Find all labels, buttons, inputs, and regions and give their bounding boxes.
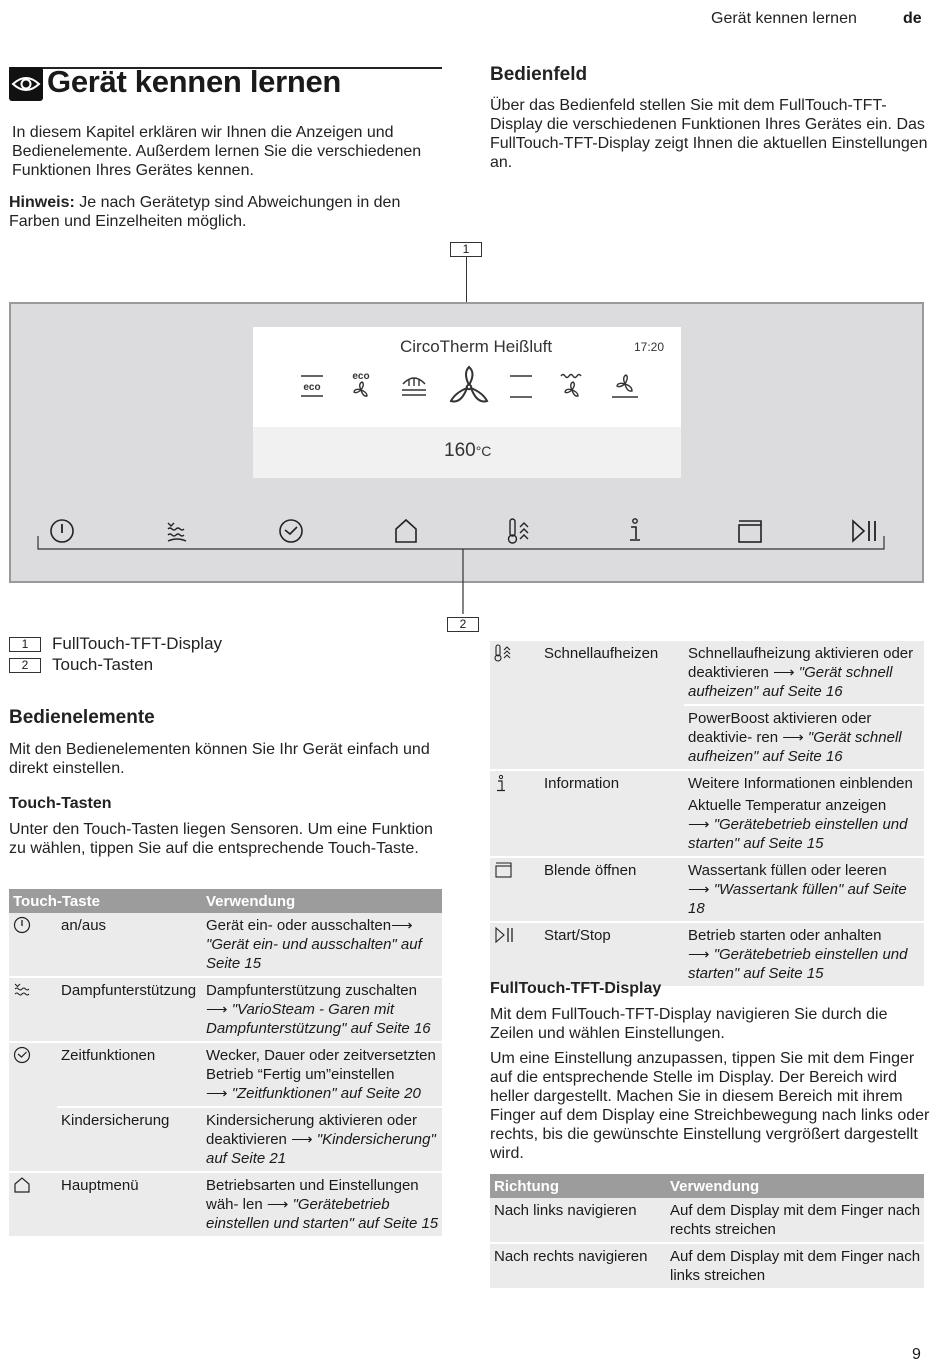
touchtasten-heading: Touch-Tasten: [9, 795, 112, 812]
temp-value: 160: [444, 440, 476, 461]
key-usage: [202, 1107, 442, 1172]
fan-bottom-heat-icon: [609, 370, 641, 402]
key-name: Dampfunterstützung: [57, 977, 202, 1042]
key-usage: [202, 1172, 442, 1236]
circotherm-fan-icon: [445, 363, 493, 409]
usage-text: Wassertank füllen oder leeren: [688, 862, 887, 879]
key-usage: [684, 857, 924, 922]
home-icon: [13, 1176, 31, 1194]
usage-text: PowerBoost aktivieren oder deaktivie- ren: [688, 710, 872, 746]
page-title: Gerät kennen lernen: [47, 64, 342, 99]
page-reference: "Wassertank füllen" auf Seite 18: [688, 881, 907, 917]
key-usage: [202, 1042, 442, 1107]
touch-keys-table-continued: [490, 641, 924, 986]
table-row: [9, 1107, 442, 1172]
legend-label-1: FullTouch-TFT-Display: [52, 634, 223, 653]
usage-text: Wecker, Dauer oder zeitversetzten Betrieb “Fertig um”einstellen: [206, 1047, 436, 1083]
key-name: Blende öffnen: [540, 857, 684, 922]
legend-label-2: Touch-Tasten: [52, 655, 154, 674]
table-row: [9, 1172, 442, 1236]
key-usage: [684, 922, 924, 986]
temp-unit: °C: [475, 443, 492, 459]
col-header-usage: Verwendung: [666, 1174, 924, 1198]
bedienfeld-text: Über das Bedienfeld stellen Sie mit dem FullTouch-TFT-Display die verschiedenen Funktionen Ihres Gerätes ein. Das FullTouch-TFT-Display zeigt Ihnen die aktuellen Einstellungen an.: [490, 97, 928, 171]
legend-num-1: 1: [9, 637, 41, 652]
page-reference: "Gerät schnell aufheizen" auf Seite 16: [688, 729, 902, 765]
key-usage: [684, 641, 924, 705]
note-label: Hinweis:: [9, 194, 75, 211]
direction-usage: Auf dem Display mit dem Finger nach rechts streichen: [666, 1198, 924, 1243]
fast-heat-icon: [494, 644, 514, 662]
key-usage: [684, 705, 924, 770]
table-row: [490, 770, 924, 857]
display-time: 17:20: [634, 340, 665, 354]
note-body: Je nach Gerätetyp sind Abweichungen in den Farben und Einzelheiten möglich.: [9, 194, 401, 230]
arrow-icon: ⟶: [291, 1131, 313, 1148]
page-reference: "VarioSteam - Garen mit Dampfunterstützung" auf Seite 16: [206, 1001, 431, 1037]
arrow-icon: ⟶: [206, 1085, 228, 1102]
key-name: Start/Stop: [540, 922, 684, 986]
navigation-table: [490, 1174, 924, 1288]
usage-text: Schnellaufheizung aktivieren oder deaktivieren: [688, 645, 914, 681]
fulltouch-heading: FullTouch-TFT-Display: [490, 980, 662, 997]
arrow-icon: ⟶: [688, 816, 710, 833]
arrow-icon: ⟶: [688, 881, 710, 898]
svg-text:eco: eco: [352, 371, 370, 382]
legend-num-2: 2: [9, 658, 41, 673]
display-temperature: [444, 440, 491, 462]
arrow-icon: ⟶: [206, 1001, 228, 1018]
page-number: 9: [912, 1346, 921, 1363]
key-name: Zeitfunktionen: [57, 1042, 202, 1107]
fulltouch-text-1: Mit dem FullTouch-TFT-Display navigieren Sie durch die Zeilen und wählen Einstellungen.: [490, 1006, 888, 1042]
page-reference: "Kindersicherung" auf Seite 21: [206, 1131, 436, 1167]
running-header: Gerät kennen lernen: [711, 10, 857, 27]
callout-2-bracket: [36, 536, 888, 626]
direction-name: Nach rechts navigieren: [490, 1243, 666, 1288]
usage-text: Betrieb starten oder anhalten: [688, 927, 882, 944]
info-icon: [494, 774, 508, 792]
callout-1: 1: [450, 242, 482, 257]
usage-text: Weitere Informationen einblenden: [688, 775, 913, 792]
key-name: Hauptmenü: [57, 1172, 202, 1236]
top-bottom-heat-icon: [507, 372, 535, 402]
direction-usage: Auf dem Display mit dem Finger nach links streichen: [666, 1243, 924, 1288]
table-row: [9, 1042, 442, 1107]
fulltouch-text-2: Um eine Einstellung anzupassen, tippen Sie mit dem Finger auf die entsprechende Stelle im Display. Der Bereich wird heller dargestellt. Machen Sie in diesem Bereich mit ihrem Finger auf dem Display eine Streichbewegung nach links oder rechts, bis die gewünschte Einstellung vergrößert dargestellt wird.: [490, 1050, 930, 1162]
arrow-icon: ⟶: [266, 1196, 289, 1213]
arrow-icon: ⟶: [773, 664, 795, 681]
page-reference: "Gerät ein- und ausschalten" auf Seite 15: [206, 936, 422, 972]
key-usage: [202, 977, 442, 1042]
usage-text: Aktuelle Temperatur anzeigen: [688, 797, 887, 814]
key-usage: [684, 770, 924, 857]
page-reference: "Gerätebetrieb einstellen und starten" auf Seite 15: [206, 1196, 439, 1232]
intro-text: In diesem Kapitel erklären wir Ihnen die Anzeigen und Bedienelemente. Außerdem lernen Sie die verschiedenen Funktionen Ihres Gerätes kennen.: [12, 124, 422, 179]
bedienelemente-text: Mit den Bedienelementen können Sie Ihr Gerät einfach und direkt einstellen.: [9, 741, 430, 777]
direction-name: Nach links navigieren: [490, 1198, 666, 1243]
power-icon: [13, 916, 31, 934]
steam-icon: [13, 981, 31, 999]
table-row: [9, 913, 442, 977]
page-reference: "Gerätebetrieb einstellen und starten" auf Seite 15: [688, 946, 908, 982]
table-row: [490, 1198, 924, 1243]
callout-2: 2: [447, 617, 479, 632]
panel-open-icon: [494, 861, 514, 879]
col-header-usage: Verwendung: [202, 889, 442, 913]
eco-mode-icon: [297, 372, 327, 402]
table-row: [490, 1243, 924, 1288]
usage-text: Gerät ein- oder ausschalten: [206, 917, 392, 934]
key-name: an/aus: [57, 913, 202, 977]
table-row: [490, 857, 924, 922]
col-header-touch-key: Touch-Taste: [9, 889, 202, 913]
clock-icon: [13, 1046, 31, 1064]
eye-icon: [9, 67, 43, 101]
language-tag: de: [903, 10, 922, 27]
key-name: Schnellaufheizen: [540, 641, 684, 770]
touch-keys-table: [9, 889, 442, 1236]
table-row: [9, 977, 442, 1042]
page-reference: "Gerät schnell aufheizen" auf Seite 16: [688, 664, 893, 700]
bedienfeld-heading: Bedienfeld: [490, 64, 588, 85]
bedienelemente-heading: Bedienelemente: [9, 707, 155, 728]
note-text: [9, 193, 445, 231]
usage-text: Betriebsarten und Einstellungen wäh- len: [206, 1177, 419, 1213]
key-name: Information: [540, 770, 684, 857]
usage-text: Dampfunterstützung zuschalten: [206, 982, 417, 999]
col-header-direction: Richtung: [490, 1174, 666, 1198]
usage-text: Kindersicherung aktivieren oder deaktivieren: [206, 1112, 417, 1148]
touchtasten-text: Unter den Touch-Tasten liegen Sensoren. Um eine Funktion zu wählen, tippen Sie auf die entsprechende Touch-Taste.: [9, 821, 433, 857]
arrow-icon: ⟶: [782, 729, 804, 746]
key-usage: [202, 913, 442, 977]
grill-icon: [398, 370, 430, 402]
key-name: Kindersicherung: [57, 1107, 202, 1172]
table-row: [490, 641, 924, 705]
table-row: [490, 922, 924, 986]
eco-fan-icon: [347, 368, 377, 402]
arrow-icon: ⟶: [391, 917, 413, 934]
arrow-icon: ⟶: [688, 946, 710, 963]
svg-text:eco: eco: [303, 382, 321, 393]
display-mode: CircoTherm Heißluft: [400, 337, 553, 356]
start-stop-icon: [494, 926, 516, 944]
page-reference: "Zeitfunktionen" auf Seite 20: [231, 1085, 421, 1102]
page-reference: "Gerätebetrieb einstellen und starten" auf Seite 15: [688, 816, 908, 852]
steam-fan-icon: [556, 370, 588, 402]
